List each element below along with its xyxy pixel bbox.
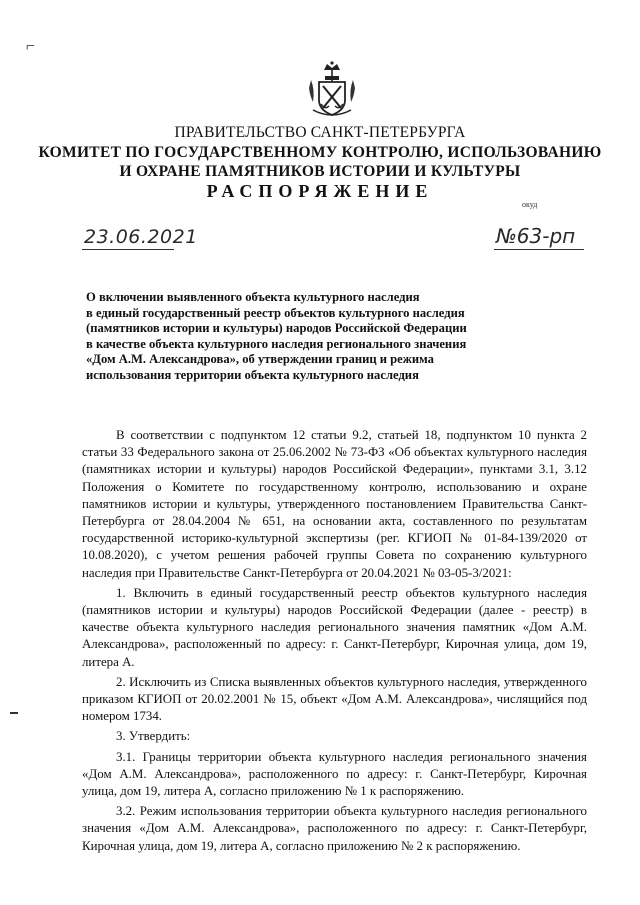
- body-paragraph: 1. Включить в единый государственный реестр объектов культурного наследия (памятников истории и культуры) народов Российской Федерации (далее - реестр) в качестве объекта культурного наследия регионального значения памятник «Дом А.М. Александрова», расположенный по адресу: г. Санкт-Петербург, Кирочная улица, дом 19, литера А.: [82, 585, 587, 669]
- body-paragraph: 3. Утвердить:: [116, 729, 191, 744]
- body-paragraph: 3.2. Режим использования территории объекта культурного наследия регионального значения «Дом А.М. Александрова», расположенного по адресу: г. Санкт-Петербург, Кирочная улица, дом 19, литера А, согласно приложению № 2 к распоряжению.: [82, 804, 587, 853]
- subject-line: использования территории объекта культурного наследия: [86, 367, 419, 382]
- document-date: 23.06.2021: [84, 226, 198, 248]
- body-paragraph: 2. Исключить из Списка выявленных объектов культурного наследия, утвержденного приказом КГИОП от 20.02.2001 № 15, объект «Дом А.М. Александрова», числящийся под номером 1734.: [82, 674, 587, 724]
- subject-line: в качестве объекта культурного наследия регионального значения: [86, 336, 467, 351]
- subject-line: О включении выявленного объекта культурного наследия: [86, 290, 420, 304]
- corner-mark-icon: ⌐: [26, 38, 36, 55]
- subject-line: (памятников истории и культуры) народов Российской Федерации: [86, 321, 467, 336]
- document-body: [82, 427, 587, 855]
- committee-name: [0, 143, 640, 181]
- document-subject: [86, 290, 506, 384]
- document-type: РАСПОРЯЖЕНИЕ: [206, 181, 434, 201]
- okud-label: окуд: [522, 200, 538, 209]
- subject-line: в единый государственный реестр объектов культурного наследия: [86, 305, 465, 320]
- body-paragraph: В соответствии с подпунктом 12 статьи 9.2, статьей 18, подпунктом 10 пункта 2 статьи 33 Федерального закона от 25.06.2002 № 73-ФЗ «Об объектах культурного наследия (памятниках истории и культуры) народов Российской Федерации», пунктами 3.1, 3.12 Положения о Комитете по государственному контролю, использованию и охране памятников истории и культуры, утвержденного постановлением Правительства Санкт-Петербурга от 28.04.2004 № 651, на основании акта, составленного по результатам государственной историко-культурной экспертизы (рег. КГИОП № 01-84-139/2020 от 10.08.2020), с учетом решения рабочей группы Совета по сохранению культурного наследия при Правительстве Санкт-Петербурга от 20.04.2021 № 03-05-3/2021:: [82, 428, 587, 580]
- saint-petersburg-coat-of-arms-icon: [307, 60, 357, 120]
- document-number: №63-рп: [496, 224, 576, 248]
- body-paragraph: 3.1. Границы территории объекта культурного наследия регионального значения «Дом А.М. Александрова», расположенного по адресу: г. Санкт-Петербург, Кирочная улица, дом 19, литера А, согласно приложению № 1 к распоряжению.: [82, 749, 587, 799]
- committee-line: КОМИТЕТ ПО ГОСУДАРСТВЕННОМУ КОНТРОЛЮ, ИСПОЛЬЗОВАНИЮ: [38, 144, 602, 161]
- date-underline: [82, 249, 174, 250]
- government-name: ПРАВИТЕЛЬСТВО САНКТ-ПЕТЕРБУРГА: [174, 124, 466, 141]
- number-underline: [494, 249, 584, 250]
- subject-line: «Дом А.М. Александрова», об утверждении границ и режима: [86, 352, 434, 367]
- margin-tick: [10, 712, 18, 714]
- committee-line: И ОХРАНЕ ПАМЯТНИКОВ ИСТОРИИ И КУЛЬТУРЫ: [119, 163, 521, 180]
